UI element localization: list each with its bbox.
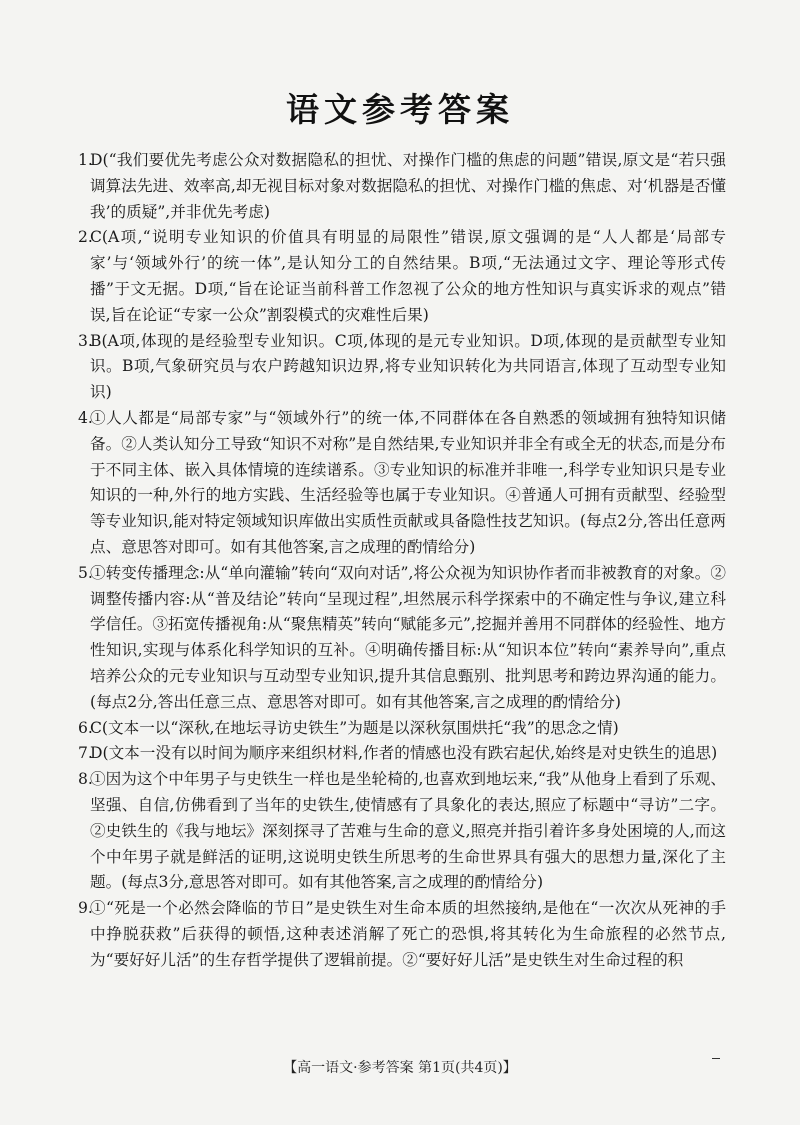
- answer-item: [78, 406, 726, 561]
- answer-number: 2.: [78, 228, 93, 247]
- answer-list: [78, 148, 726, 974]
- answer-text: C(A项,“说明专业知识的价值具有明显的局限性”错误,原文强调的是“人人都是‘局部专家’与‘领域外行’的统一体”,是认知分工的自然结果。B项,“无法通过文字、理论等形式传播”于文无据。D项,“旨在论证当前科普工作忽视了公众的地方性知识与真实诉求的观点”错误,旨在论证“专家一公众”割裂模式的灾难性后果): [90, 228, 726, 324]
- answer-text: B(A项,体现的是经验型专业知识。C项,体现的是元专业知识。D项,体现的是贡献型专业知识。B项,气象研究员与农户跨越知识边界,将专业知识转化为共同语言,体现了互动型专业知识): [90, 331, 726, 402]
- answer-number: 4.: [78, 408, 93, 427]
- answer-text: ①“死是一个必然会降临的节日”是史铁生对生命本质的坦然接纳,是他在“一次次从死神的手中挣脱获救”后获得的顿悟,这种表述消解了死亡的恐惧,将其转化为生命旅程的必然节点,为“要好好儿活”的生存哲学提供了逻辑前提。②“要好好儿活”是史铁生对生命过程的积: [90, 899, 726, 969]
- answer-item: [78, 561, 726, 716]
- answer-item: [78, 148, 726, 225]
- answer-text: ①转变传播理念:从“单向灌输”转向“双向对话”,将公众视为知识协作者而非被教育的对象。②调整传播内容:从“普及结论”转向“呈现过程”,坦然展示科学探索中的不确定性与争议,建立科学信任。③拓宽传播视角:从“聚焦精英”转向“赋能多元”,挖掘并善用不同群体的经验性、地方性知识,实现与体系化科学知识的互补。④明确传播目标:从“知识本位”转向“素养导向”,重点培养公众的元专业知识与互动型专业知识,提升其信息甄别、批判思考和跨边界沟通的能力。(每点2分,答出任意三点、意思答对即可。如有其他答案,言之成理的酌情给分): [90, 563, 726, 711]
- page-title: 语文参考答案: [286, 90, 514, 129]
- answer-item: [78, 896, 726, 973]
- answer-number: 9.: [78, 899, 93, 918]
- answer-item: [78, 767, 726, 896]
- answer-item: [78, 225, 726, 328]
- answer-item: [78, 741, 726, 767]
- answer-number: 7.: [78, 744, 93, 763]
- answer-text: C(文本一以“深秋,在地坛寻访史铁生”为题是以深秋氛围烘托“我”的思念之情): [90, 718, 619, 737]
- answer-number: 1.: [78, 151, 93, 169]
- answer-item: [78, 329, 726, 406]
- answer-text: D(文本一没有以时间为顺序来组织材料,作者的情感也没有跌宕起伏,始终是对史铁生的追思): [90, 744, 718, 763]
- answer-item: [78, 716, 726, 742]
- corner-mark: [712, 1058, 720, 1059]
- page-footer: 【高一语文·参考答案 第1页(共4页)】: [283, 1060, 517, 1076]
- answer-number: 3.: [78, 331, 93, 350]
- answer-text: D(“我们要优先考虑公众对数据隐私的担忧、对操作门槛的焦虑的问题”错误,原文是“若只强调算法先进、效率高,却无视目标对象对数据隐私的担忧、对操作门槛的焦虑、对‘机器是否懂我’的质疑”,并非优先考虑): [90, 151, 726, 221]
- answer-number: 6.: [78, 718, 93, 737]
- answer-text: ①因为这个中年男子与史铁生一样也是坐轮椅的,也喜欢到地坛来,“我”从他身上看到了乐观、坚强、自信,仿佛看到了当年的史铁生,使情感有了具象化的表达,照应了标题中“寻访”二字。②史铁生的《我与地坛》深刻探寻了苦难与生命的意义,照亮并指引着许多身处困境的人,而这个中年男子就是鲜活的证明,这说明史铁生所思考的生命世界具有强大的思想力量,深化了主题。(每点3分,意思答对即可。如有其他答案,言之成理的酌情给分): [90, 770, 726, 892]
- answer-text: ①人人都是“局部专家”与“领域外行”的统一体,不同群体在各自熟悉的领域拥有独特知识储备。②人类认知分工导致“知识不对称”是自然结果,专业知识并非全有或全无的状态,而是分布于不同主体、嵌入具体情境的连续谱系。③专业知识的标准并非唯一,科学专业知识只是专业知识的一种,外行的地方实践、生活经验等也属于专业知识。④普通人可拥有贡献型、经验型等专业知识,能对特定领域知识库做出实质性贡献或具备隐性技艺知识。(每点2分,答出任意两点、意思答对即可。如有其他答案,言之成理的酌情给分): [90, 408, 726, 556]
- answer-number: 8.: [78, 770, 93, 789]
- answer-number: 5.: [78, 563, 93, 582]
